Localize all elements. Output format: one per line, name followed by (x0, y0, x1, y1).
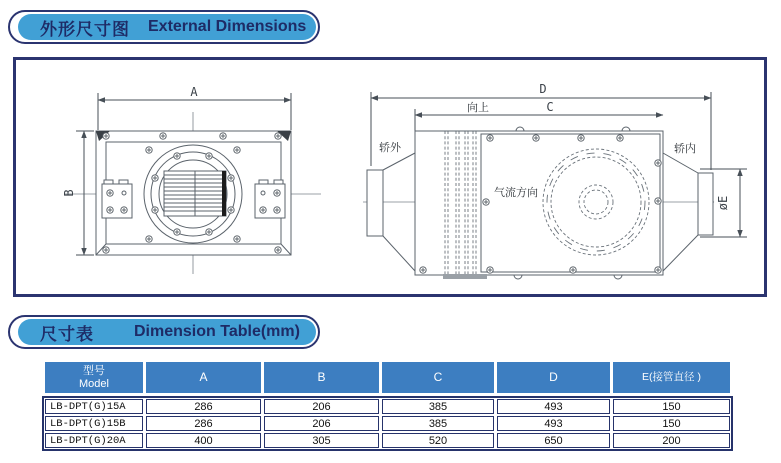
section-header-external-dimensions (8, 10, 320, 44)
table-header-model: 型号 Model (45, 362, 143, 393)
section-header-dimension-table (8, 315, 320, 349)
table-header-a: A (146, 362, 261, 393)
table-cell: 305 (264, 433, 379, 448)
dimension-table (45, 362, 730, 451)
table-header-row (45, 362, 730, 393)
table-cell: 493 (497, 416, 610, 431)
label-car-inside: 轿内 (674, 143, 696, 155)
dim-label-a: A (190, 85, 198, 99)
drawing-panel (13, 57, 767, 297)
dimension-drawings (16, 60, 764, 294)
table-cell: 286 (146, 399, 261, 414)
section-header-pill (18, 319, 316, 345)
mounting-bracket-left (102, 180, 132, 218)
table-header-d: D (497, 362, 610, 393)
table-cell: 400 (146, 433, 261, 448)
table-cell: 650 (497, 433, 610, 448)
table-cell: 206 (264, 416, 379, 431)
dim-label-c: C (546, 100, 554, 114)
dim-label-b: B (62, 189, 76, 197)
table-cell: 385 (382, 416, 494, 431)
dim-label-e: øE (716, 195, 730, 211)
table-cell: 200 (613, 433, 730, 448)
mounting-bracket-right (255, 180, 285, 218)
duct-adapter-inside (663, 153, 713, 271)
table-cell-model: LB-DPT(G)15A (45, 399, 143, 414)
label-up: 向上 (467, 102, 489, 114)
side-view-drawing (363, 82, 747, 279)
label-airflow-direction: 气流方向 (494, 187, 538, 199)
table-cell: 150 (613, 399, 730, 414)
table-cell: 206 (264, 399, 379, 414)
table-header-b: B (264, 362, 379, 393)
table-header-e: E(接管直径 ) (613, 362, 730, 393)
dim-label-d: D (539, 82, 547, 96)
table-cell: 520 (382, 433, 494, 448)
table-cell: 493 (497, 399, 610, 414)
external-dimensions-title-en: External Dimensions (148, 18, 307, 35)
table-header-c: C (382, 362, 494, 393)
table-cell-model: LB-DPT(G)15B (45, 416, 143, 431)
table-cell-model: LB-DPT(G)20A (45, 433, 143, 448)
dimension-table-title-en: Dimension Table(mm) (134, 323, 300, 340)
section-header-pill (18, 14, 316, 40)
label-car-outside: 轿外 (379, 142, 401, 154)
table-cell: 385 (382, 399, 494, 414)
inlet-grille (164, 171, 226, 216)
duct-adapter-outside (367, 153, 415, 271)
table-cell: 150 (613, 416, 730, 431)
external-dimensions-title-zh: 外形尺寸图 (40, 19, 130, 39)
dimension-table-title-zh: 尺寸表 (40, 324, 94, 344)
table-body (42, 396, 733, 451)
front-view-drawing (62, 85, 321, 274)
table-cell: 286 (146, 416, 261, 431)
